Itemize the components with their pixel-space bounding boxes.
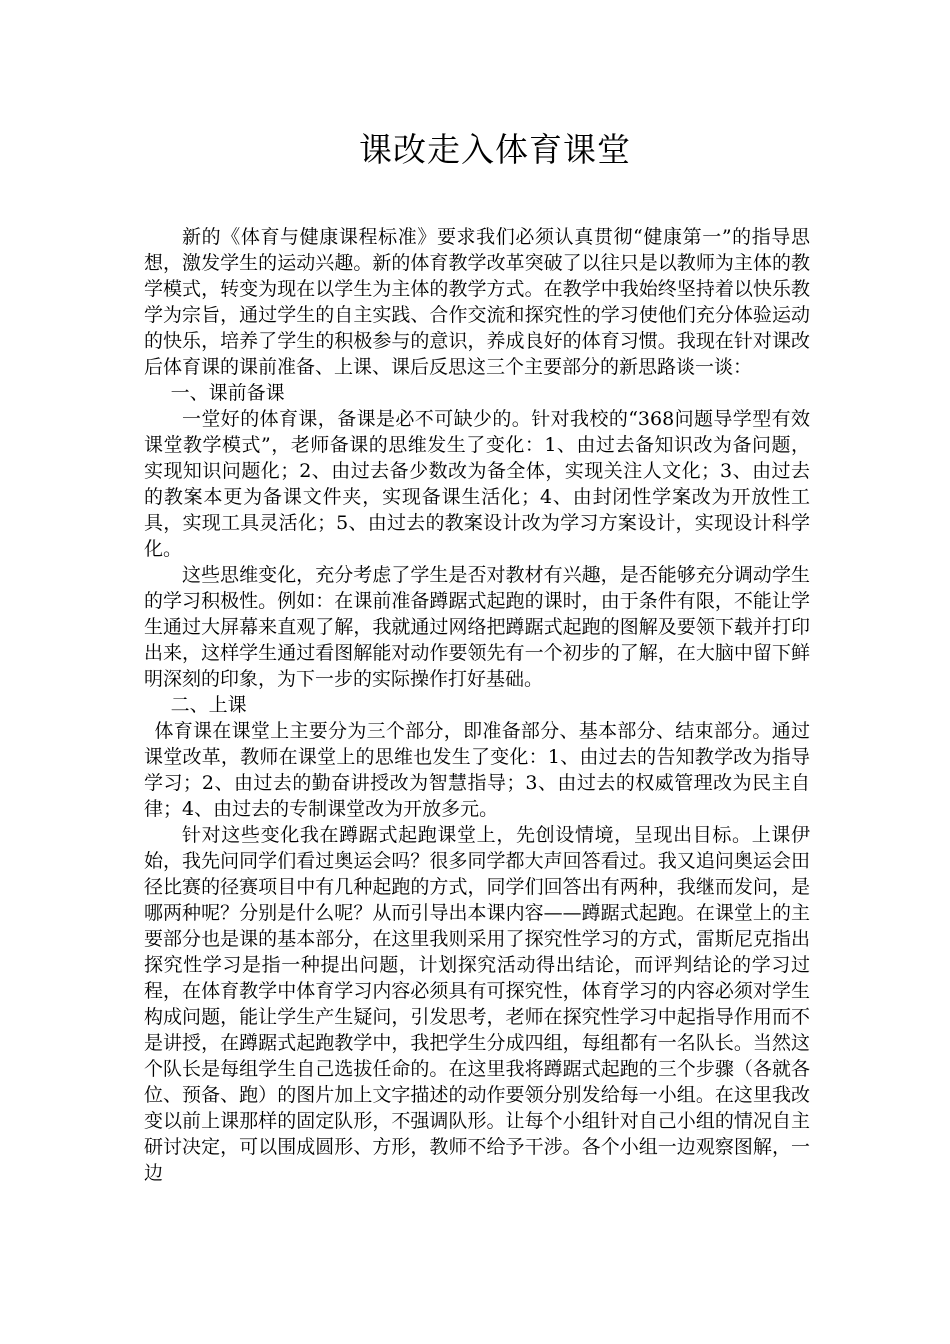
document-title: 课改走入体育课堂 [359, 130, 631, 169]
section-heading-class: 二、上课 [170, 694, 247, 716]
paragraph-class-2: 针对这些变化我在蹲踞式起跑课堂上，先创设情境，呈现出目标。上课伊始，我先问同学们看过奥运会吗？很多同学都大声回答看过。我又追问奥运会田径比赛的径赛项目中有几种起跑的方式，同学们回答出有两种，我继而发问，是哪两种呢？分别是什么呢？从而引导出本课内容——蹲踞式起跑。在课堂上的主要部分也是课的基本部分，在这里我则采用了探究性学习的方式，雷斯尼克指出探究性学习是指一种提出问题，计划探究活动得出结论，而评判结论的学习过程，在体育教学中体育学习内容必须具有可探究性，体育学习的内容必须对学生构成问题，能让学生产生疑问，引发思考，老师在探究性学习中起指导作用而不是讲授，在蹲踞式起跑教学中，我把学生分成四组，每组都有一名队长。当然这个队长是每组学生自己选拔任命的。在这里我将蹲踞式起跑的三个步骤（各就各位、预备、跑）的图片加上文字描述的动作要领分别发给每一小组。在这里我改变以前上课那样的固定队形，不强调队形。让每个小组针对自己小组的情况自主研讨决定，可以围成圆形、方形，教师不给予干涉。各个小组一边观察图解，一边 [144, 824, 810, 1184]
paragraph-prep-1: 一堂好的体育课，备课是必不可缺少的。针对我校的“368问题导学型有效课堂教学模式”，老师备课的思维发生了变化：1、由过去备知识改为备问题，实现知识问题化；2、由过去备少数改为备全体，实现关注人文化；3、由过去的教案本更为备课文件夹，实现备课生活化；4、由封闭性学案改为开放性工具，实现工具灵活化；5、由过去的教案设计改为学习方案设计，实现设计科学化。 [144, 408, 810, 560]
paragraph-intro: 新的《体育与健康课程标准》要求我们必须认真贯彻“健康第一”的指导思想，激发学生的运动兴趣。新的体育教学改革突破了以往只是以教师为主体的教学模式，转变为现在以学生为主体的教学方式。在教学中我始终坚持着以快乐教学为宗旨，通过学生的自主实践、合作交流和探究性的学习使他们充分体验运动的快乐，培养了学生的积极参与的意识，养成良好的体育习惯。我现在针对课改后体育课的课前准备、上课、课后反思这三个主要部分的新思路谈一谈： [144, 226, 810, 378]
document-body [144, 224, 810, 1186]
paragraph-prep-2: 这些思维变化，充分考虑了学生是否对教材有兴趣，是否能够充分调动学生的学习积极性。例如：在课前准备蹲踞式起跑的课时，由于条件有限，不能让学生通过大屏幕来直观了解，我就通过网络把蹲踞式起跑的图解及要领下载并打印出来，这样学生通过看图解能对动作要领先有一个初步的了解，在大脑中留下鲜明深刻的印象，为下一步的实际操作打好基础。 [144, 564, 810, 690]
paragraph-class-1: 体育课在课堂上主要分为三个部分，即准备部分、基本部分、结束部分。通过课堂改革，教师在课堂上的思维也发生了变化：1、由过去的告知教学改为指导学习；2、由过去的勤奋讲授改为智慧指导；3、由过去的权威管理改为民主自律；4、由过去的专制课堂改为开放多元。 [144, 720, 810, 820]
section-heading-prep: 一、课前备课 [170, 382, 285, 404]
